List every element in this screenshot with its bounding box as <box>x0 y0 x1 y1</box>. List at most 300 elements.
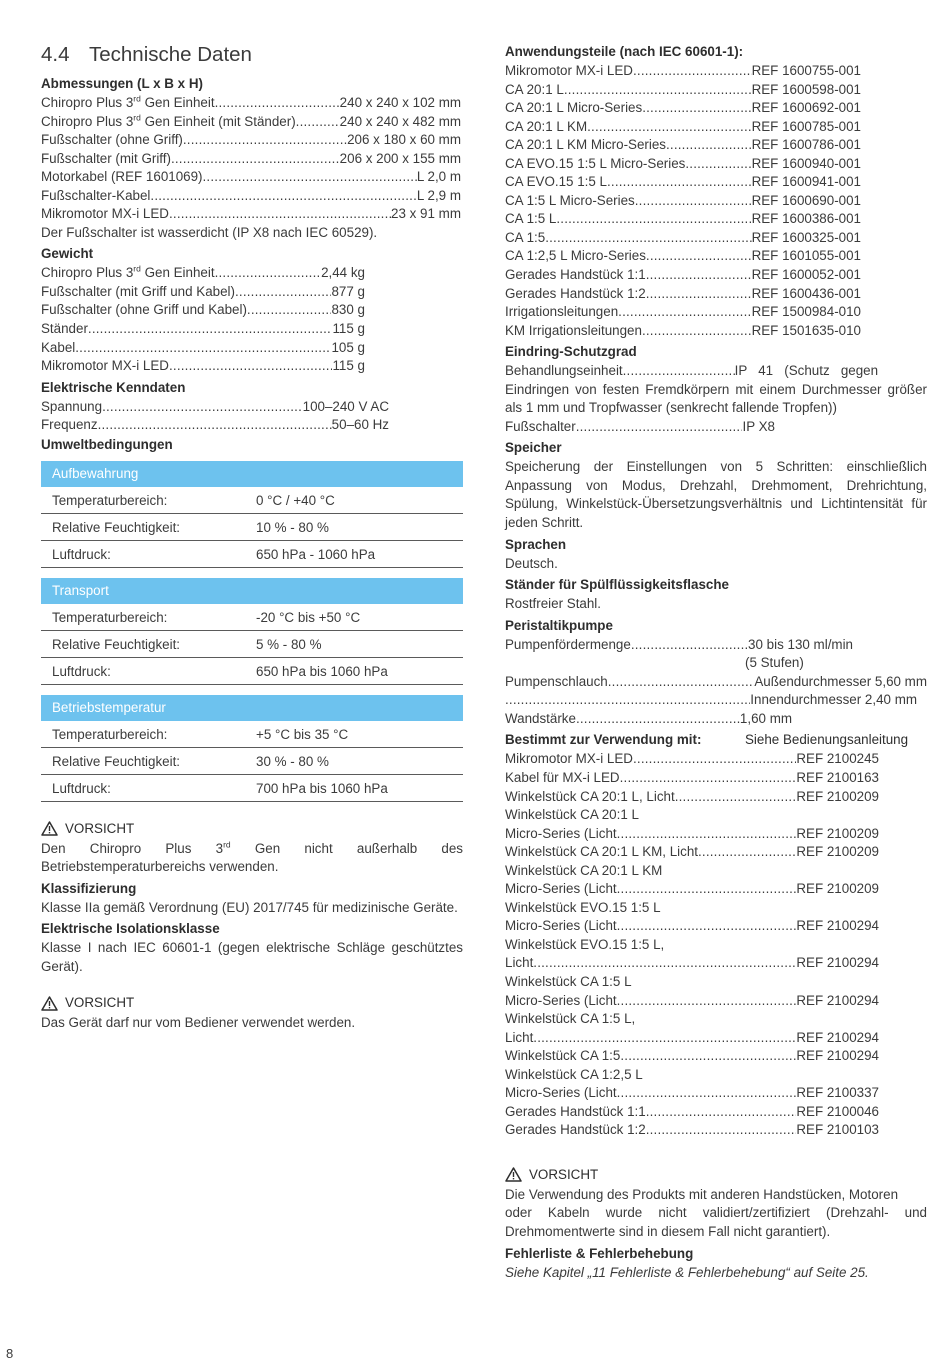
applied-part-ref: REF 1600940-001 <box>751 155 861 171</box>
spec-label-post: Gen Einheit <box>140 95 215 110</box>
section-title <box>41 40 463 70</box>
classification-heading: Klassifizierung <box>41 880 137 896</box>
table-key: Luftdruck: <box>52 663 111 679</box>
caution-1-text-sup: rd <box>223 839 231 850</box>
spec-label <box>41 113 296 132</box>
intended-item-row <box>505 788 879 807</box>
applied-part-row <box>505 62 861 81</box>
table-key: Luftdruck: <box>52 780 111 796</box>
table-key: Luftdruck: <box>52 546 111 562</box>
table-band: Transport <box>41 578 463 604</box>
pump-flow-row <box>505 636 853 655</box>
table-band: Aufbewahrung <box>41 461 463 487</box>
dot-leader <box>169 357 333 376</box>
caution-3-label: VORSICHT <box>529 1166 599 1182</box>
intended-item-prefix: Winkelstück CA 20:1 L KM <box>505 862 663 878</box>
dot-leader <box>545 229 751 248</box>
spec-label <box>41 283 235 302</box>
spec-label <box>41 205 169 224</box>
spec-value: 240 x 240 x 482 mm <box>339 113 461 129</box>
spec-row <box>41 283 365 302</box>
table-key: Relative Feuchtigkeit: <box>52 519 181 535</box>
spec-value: 115 g <box>332 358 365 374</box>
applied-part-ref: REF 1600325-001 <box>751 229 861 245</box>
page-number: 8 <box>6 1346 14 1361</box>
applied-part-ref: REF 1600052-001 <box>751 267 861 283</box>
pump-wall-label: Wandstärke <box>505 710 576 726</box>
classification-text: Klasse IIa gemäß Verordnung (EU) 2017/745 für medizinische Geräte. <box>41 899 458 915</box>
spec-row <box>41 168 461 187</box>
spec-value: 115 g <box>332 321 365 337</box>
caution-2 <box>41 992 463 1014</box>
applied-part-ref: REF 1600786-001 <box>751 137 861 153</box>
spec-label-text: Fußschalter (mit Griff) <box>41 150 171 166</box>
intended-item-ref: REF 2100245 <box>796 751 879 767</box>
table-key: Temperaturbereich: <box>52 726 168 742</box>
spec-value: 100–240 V AC <box>302 398 389 414</box>
insulation-heading: Elektrische Isolationsklasse <box>41 921 220 937</box>
dot-leader <box>607 173 752 192</box>
applied-part-ref: REF 1600692-001 <box>751 100 861 116</box>
caution-1-text <box>41 840 463 877</box>
dot-leader <box>646 266 752 285</box>
table-row <box>41 721 463 748</box>
intended-item-label: Micro-Series (Licht <box>505 881 617 897</box>
languages-heading: Sprachen <box>505 536 567 552</box>
memory-text: Speicherung der Einstellungen von 5 Schritten: einschließlich Anpassung von Modus, Drehzahl, Drehmoment, Drehrichtung, Spülung, Winkelstück-Übersetzungsverhältnis und Lichtintensität für jeden Schritt. <box>505 459 927 531</box>
applied-part-row <box>505 322 861 341</box>
spec-label-text: Chiropro Plus 3 <box>41 95 134 110</box>
spec-row <box>41 131 461 150</box>
applied-part-ref: REF 1601055-001 <box>751 248 861 264</box>
intended-heading-row <box>505 730 927 750</box>
pump-wall-value: 1,60 mm <box>739 710 792 726</box>
spec-value: 206 x 200 x 155 mm <box>339 150 461 166</box>
table-row <box>41 487 463 514</box>
caution-1-label: VORSICHT <box>65 820 135 836</box>
spec-row <box>41 339 365 358</box>
applied-part-ref: REF 1600690-001 <box>751 192 861 208</box>
spec-label-text: Fußschalter (mit Griff und Kabel) <box>41 283 235 299</box>
spec-label <box>41 264 215 283</box>
section-title-text: Technische Daten <box>89 43 252 66</box>
applied-part-row <box>505 266 861 285</box>
intended-item-ref: REF 2100337 <box>796 1085 879 1101</box>
applied-part-label: Gerades Handstück 1:2 <box>505 285 646 301</box>
intended-item-row <box>505 917 879 936</box>
protection-unit-row <box>505 362 927 381</box>
stand-heading: Ständer für Spülflüssigkeitsflasche <box>505 577 729 593</box>
table-row <box>41 514 463 541</box>
table-value: 650 hPa - 1060 hPa <box>256 546 376 562</box>
pump-flow-value: 30 bis 130 ml/min <box>748 636 853 652</box>
spec-value: 105 g <box>331 339 365 355</box>
applied-part-label: Gerades Handstück 1:1 <box>505 267 646 283</box>
intended-item-prefix: Winkelstück CA 20:1 L <box>505 807 639 823</box>
intended-item-ref: REF 2100294 <box>796 918 879 934</box>
applied-part-row <box>505 136 861 155</box>
intended-item-label: Licht <box>505 1029 534 1045</box>
electrical-list <box>41 398 463 435</box>
applied-part-label: Mikromotor MX-i LED <box>505 63 633 78</box>
spec-label-post: Gen Einheit (mit Ständer) <box>140 113 296 129</box>
applied-part-ref: REF 1600598-001 <box>751 81 861 97</box>
dot-leader <box>635 192 752 211</box>
table-row <box>41 658 463 685</box>
spec-row <box>41 150 461 169</box>
table-gap <box>41 568 463 578</box>
intended-item-ref: REF 2100294 <box>796 1029 879 1045</box>
table-value: 700 hPa bis 1060 hPa <box>256 780 388 796</box>
applied-part-label: Irrigationsleitungen <box>505 304 619 320</box>
table-key: Relative Feuchtigkeit: <box>52 753 181 769</box>
protection-heading: Eindring-Schutzgrad <box>505 344 637 360</box>
spec-label <box>41 320 88 339</box>
spec-label-sup: rd <box>133 264 141 274</box>
applied-part-label: CA 20:1 L <box>505 81 564 97</box>
spec-label <box>41 168 203 187</box>
spec-label-text: Fußschalter (ohne Griff) <box>41 132 183 148</box>
spec-row <box>41 301 365 320</box>
dot-leader <box>617 917 797 936</box>
intended-item-row <box>505 769 879 788</box>
caution-1-text-post: Gen nicht außerhalb des Betriebstemperaturbereichs verwenden. <box>41 840 463 875</box>
intended-item-row <box>505 954 879 973</box>
intended-item-label: Micro-Series (Licht <box>505 825 617 841</box>
dot-leader <box>617 1084 797 1103</box>
protection-unit-label: Behandlungseinheit <box>505 363 623 379</box>
applied-part-label: CA 20:1 L KM <box>505 118 588 134</box>
dot-leader <box>247 301 332 320</box>
applied-part-ref: REF 1500984-010 <box>751 304 861 320</box>
applied-part-row <box>505 81 861 100</box>
dot-leader <box>617 825 797 844</box>
pump-flow-label: Pumpenfördermenge <box>505 636 631 652</box>
spec-row <box>41 320 365 339</box>
intended-item-prefix: Winkelstück CA 1:2,5 L <box>505 1066 643 1082</box>
applied-part-row <box>505 155 861 174</box>
table-key: Temperaturbereich: <box>52 492 168 508</box>
intended-item-row <box>505 843 879 862</box>
spec-label <box>41 131 183 150</box>
intended-item-ref: REF 2100209 <box>796 844 879 860</box>
spec-label-text: Frequenz <box>41 417 98 433</box>
intended-item-label: Mikromotor MX-i LED <box>505 751 633 767</box>
dot-leader <box>215 94 340 113</box>
dot-leader <box>102 398 303 417</box>
intended-item-label: Winkelstück CA 20:1 L, Licht <box>505 788 675 804</box>
dot-leader <box>150 187 416 206</box>
intended-item-ref: REF 2100209 <box>796 788 879 804</box>
spec-row <box>41 416 389 435</box>
table-band: Betriebstemperatur <box>41 695 463 721</box>
table-value: 10 % - 80 % <box>256 519 329 535</box>
dot-leader <box>646 1121 797 1140</box>
applied-parts-heading: Anwendungsteile (nach IEC 60601-1): <box>505 44 744 59</box>
spec-value: 2,44 kg <box>321 265 365 281</box>
errors-heading: Fehlerliste & Fehlerbehebung <box>505 1245 694 1261</box>
intended-item-ref: REF 2100294 <box>796 1048 879 1064</box>
dot-leader <box>98 416 332 435</box>
dot-leader <box>620 1047 796 1066</box>
dot-leader <box>685 155 751 174</box>
caution-2-label: VORSICHT <box>65 995 135 1011</box>
waterproof-note: Der Fußschalter ist wasserdicht (IP X8 nach IEC 60529). <box>41 224 378 240</box>
warning-triangle-icon <box>41 821 58 836</box>
spec-label-text: Ständer <box>41 321 88 337</box>
dot-leader <box>675 788 797 807</box>
environment-heading: Umweltbedingungen <box>41 436 173 452</box>
protection-foot-row <box>505 418 775 437</box>
dot-leader <box>88 320 333 339</box>
intended-item-row <box>505 1084 879 1103</box>
applied-part-row <box>505 285 861 304</box>
protection-foot-value: IP X8 <box>742 418 775 434</box>
intended-item-ref: REF 2100103 <box>796 1122 879 1138</box>
applied-parts-list <box>505 62 927 340</box>
table-value: -20 °C bis +50 °C <box>256 609 361 625</box>
applied-part-row <box>505 173 861 192</box>
intended-item-label: Gerades Handstück 1:1 <box>505 1103 646 1119</box>
table-value: 650 hPa bis 1060 hPa <box>256 663 388 679</box>
caution-3-line-1: Die Verwendung des Produkts mit anderen Handstücken, Motoren <box>505 1186 899 1202</box>
pump-tube-row <box>505 673 927 692</box>
dot-leader <box>620 769 797 788</box>
applied-part-ref: REF 1501635-010 <box>751 322 861 338</box>
insulation-text: Klasse I nach IEC 60601-1 (gegen elektrische Schläge geschütztes Gerät). <box>41 940 463 974</box>
intended-heading-note: Siehe Bedienungsanleitung <box>745 732 909 748</box>
pump-wall-row <box>505 710 792 729</box>
dot-leader <box>646 285 752 304</box>
dot-leader <box>533 954 796 973</box>
spec-label-text: Chiropro Plus 3 <box>41 113 134 129</box>
protection-foot-label: Fußschalter <box>505 418 576 434</box>
spec-label-text: Kabel <box>41 339 76 355</box>
pump-tube-value-1: Außendurchmesser 5,60 mm <box>754 673 927 689</box>
applied-part-row <box>505 99 861 118</box>
applied-part-ref: REF 1600436-001 <box>751 285 861 301</box>
spec-row <box>41 205 461 224</box>
applied-part-ref: REF 1600755-001 <box>751 63 861 78</box>
intended-item-label: Micro-Series (Licht <box>505 992 617 1008</box>
table-value: +5 °C bis 35 °C <box>256 726 349 742</box>
spec-value: 877 g <box>331 283 365 299</box>
spec-value: 206 x 180 x 60 mm <box>347 132 461 148</box>
intended-item-row <box>505 1103 879 1122</box>
intended-item-prefix: Winkelstück CA 1:5 L <box>505 973 632 989</box>
table-row <box>41 541 463 568</box>
spec-row <box>41 357 365 376</box>
table-value: 5 % - 80 % <box>256 636 322 652</box>
pump-tube-value-2: Innendurchmesser 2,40 mm <box>750 692 917 708</box>
applied-part-row <box>505 210 861 229</box>
caution-3-line-2: oder Kabeln wurde nicht validiert/zertifiziert (Drehzahl- und Drehmomentwerte sind in diesem Fall nicht garantiert). <box>505 1205 927 1239</box>
table-value: 30 % - 80 % <box>256 753 329 769</box>
intended-heading: Bestimmt zur Verwendung mit: <box>505 732 702 748</box>
spec-label <box>41 398 102 417</box>
dot-leader <box>633 62 752 81</box>
intended-item-label: Micro-Series (Licht <box>505 918 617 934</box>
dot-leader <box>235 283 332 302</box>
table-row <box>41 775 463 802</box>
dot-leader <box>633 750 796 769</box>
pump-flow-steps: (5 Stufen) <box>745 655 804 671</box>
pump-tube-label: Pumpenschlauch <box>505 673 608 689</box>
weight-heading: Gewicht <box>41 246 94 262</box>
intended-item-ref: REF 2100046 <box>796 1103 879 1119</box>
table-row <box>41 604 463 631</box>
intended-item-label: Gerades Handstück 1:2 <box>505 1122 646 1138</box>
table-row <box>41 631 463 658</box>
applied-part-row <box>505 192 861 211</box>
spec-label-text: Motorkabel (REF 1601069) <box>41 169 203 185</box>
spec-value: 23 x 91 mm <box>391 206 461 222</box>
dot-leader <box>533 1029 796 1048</box>
dot-leader <box>203 168 417 187</box>
spec-value: L 2,9 m <box>416 187 461 203</box>
caution-3 <box>505 1164 927 1186</box>
protection-unit-value: IP 41 (Schutz gegen <box>734 363 879 379</box>
intended-item-prefix: Winkelstück EVO.15 1:5 L <box>505 899 661 915</box>
intended-item-row <box>505 1029 879 1048</box>
spec-label <box>41 94 215 113</box>
intended-item-label: Kabel für MX-i LED <box>505 769 620 785</box>
dot-leader <box>556 210 751 229</box>
spec-label-text: Chiropro Plus 3 <box>41 265 134 281</box>
stand-text: Rostfreier Stahl. <box>505 596 602 612</box>
table-value: 0 °C / +40 °C <box>256 492 335 508</box>
dimensions-heading: Abmessungen (L x B x H) <box>41 76 203 91</box>
intended-item-prefix: Winkelstück EVO.15 1:5 L, <box>505 936 665 952</box>
applied-part-row <box>505 118 861 137</box>
applied-part-label: CA 1:5 L Micro-Series <box>505 192 635 208</box>
spec-label-post: Gen Einheit <box>140 265 215 281</box>
warning-triangle-icon <box>41 996 58 1011</box>
applied-part-label: CA 1:5 L <box>505 211 557 227</box>
applied-part-label: CA 20:1 L KM Micro-Series <box>505 137 666 153</box>
spec-label-text: Fußschalter-Kabel <box>41 187 151 203</box>
spec-label <box>41 150 171 169</box>
table-key: Relative Feuchtigkeit: <box>52 636 181 652</box>
spec-value: 830 g <box>331 302 365 318</box>
intended-item-label: Micro-Series (Licht <box>505 1085 617 1101</box>
spec-label <box>41 416 98 435</box>
intended-item-ref: REF 2100209 <box>796 825 879 841</box>
left-column <box>41 0 463 1033</box>
dot-leader <box>642 322 752 341</box>
dot-leader <box>587 118 751 137</box>
intended-item-ref: REF 2100209 <box>796 881 879 897</box>
intended-item-row <box>505 825 879 844</box>
dot-leader <box>296 113 340 132</box>
intended-list <box>505 750 927 1139</box>
intended-item-row <box>505 880 879 899</box>
applied-part-ref: REF 1600785-001 <box>751 118 861 134</box>
spec-label-sup: rd <box>133 94 141 104</box>
pump-heading: Peristaltikpumpe <box>505 617 613 633</box>
spec-label <box>41 339 75 358</box>
intended-item-ref: REF 2100294 <box>796 992 879 1008</box>
spec-value: 240 x 240 x 102 mm <box>339 95 461 110</box>
applied-part-label: CA EVO.15 1:5 L <box>505 174 607 190</box>
languages-text: Deutsch. <box>505 555 558 571</box>
dot-leader <box>215 264 322 283</box>
applied-part-ref: REF 1600386-001 <box>751 211 861 227</box>
intended-item-row <box>505 1047 879 1066</box>
table-key: Temperaturbereich: <box>52 609 168 625</box>
spec-value: 50–60 Hz <box>331 417 389 433</box>
applied-part-row <box>505 247 861 266</box>
spec-label <box>41 357 169 376</box>
dot-leader <box>698 843 796 862</box>
caution-2-text: Das Gerät darf nur vom Bediener verwendet werden. <box>41 1015 356 1031</box>
dot-leader <box>75 339 331 358</box>
dot-leader <box>666 136 752 155</box>
dot-leader <box>183 131 347 150</box>
intended-item-label: Winkelstück CA 1:5 <box>505 1048 621 1064</box>
dot-leader <box>646 1103 797 1122</box>
intended-item-row <box>505 750 879 769</box>
spec-label-text: Mikromotor MX-i LED <box>41 358 169 374</box>
intended-item-prefix: Winkelstück CA 1:5 L, <box>505 1011 636 1027</box>
spec-row <box>41 264 365 283</box>
caution-1-text-pre: Den Chiropro Plus 3 <box>41 840 224 856</box>
caution-1 <box>41 818 463 840</box>
environment-table <box>41 461 463 802</box>
spec-label-sup: rd <box>133 112 141 123</box>
applied-part-row <box>505 303 861 322</box>
intended-item-ref: REF 2100163 <box>796 769 879 785</box>
dot-leader <box>617 880 797 899</box>
applied-part-label: CA 20:1 L Micro-Series <box>505 100 643 116</box>
spec-row <box>41 94 461 113</box>
spec-label-text: Mikromotor MX-i LED <box>41 206 169 222</box>
spec-label-text: Spannung <box>41 398 103 414</box>
protection-unit-cont: Eindringen von festen Fremdkörpern mit einem Durchmesser größer als 1 mm und Tropfwasser (senkrecht fallende Tropfen)) <box>505 381 927 416</box>
warning-triangle-icon <box>505 1167 522 1182</box>
right-column <box>505 42 927 1282</box>
dimensions-list <box>41 94 463 224</box>
errors-text: Siehe Kapitel „11 Fehlerliste & Fehlerbehebung“ auf Seite 25. <box>505 1264 869 1280</box>
spec-value: L 2,0 m <box>416 169 461 185</box>
spec-label <box>41 301 247 320</box>
dot-leader <box>564 81 752 100</box>
spec-label-text: Fußschalter (ohne Griff und Kabel) <box>41 302 247 318</box>
intended-item-label: Licht <box>505 955 534 971</box>
applied-part-row <box>505 229 861 248</box>
intended-item-ref: REF 2100294 <box>796 955 879 971</box>
dot-leader <box>171 150 340 169</box>
dot-leader <box>642 99 751 118</box>
applied-part-label: CA 1:5 <box>505 229 546 245</box>
memory-heading: Speicher <box>505 440 562 456</box>
spec-label <box>41 187 150 206</box>
intended-item-row <box>505 992 879 1011</box>
electrical-heading: Elektrische Kenndaten <box>41 379 186 395</box>
applied-part-ref: REF 1600941-001 <box>751 174 861 190</box>
table-row <box>41 748 463 775</box>
spec-row <box>41 113 461 132</box>
dot-leader <box>169 205 391 224</box>
applied-part-label: CA EVO.15 1:5 L Micro-Series <box>505 155 686 171</box>
dot-leader <box>646 247 752 266</box>
spec-row <box>41 398 389 417</box>
spec-row <box>41 187 461 206</box>
applied-part-label: CA 1:2,5 L Micro-Series <box>505 248 646 264</box>
table-gap <box>41 685 463 695</box>
dot-leader <box>618 303 751 322</box>
weight-list <box>41 264 463 375</box>
